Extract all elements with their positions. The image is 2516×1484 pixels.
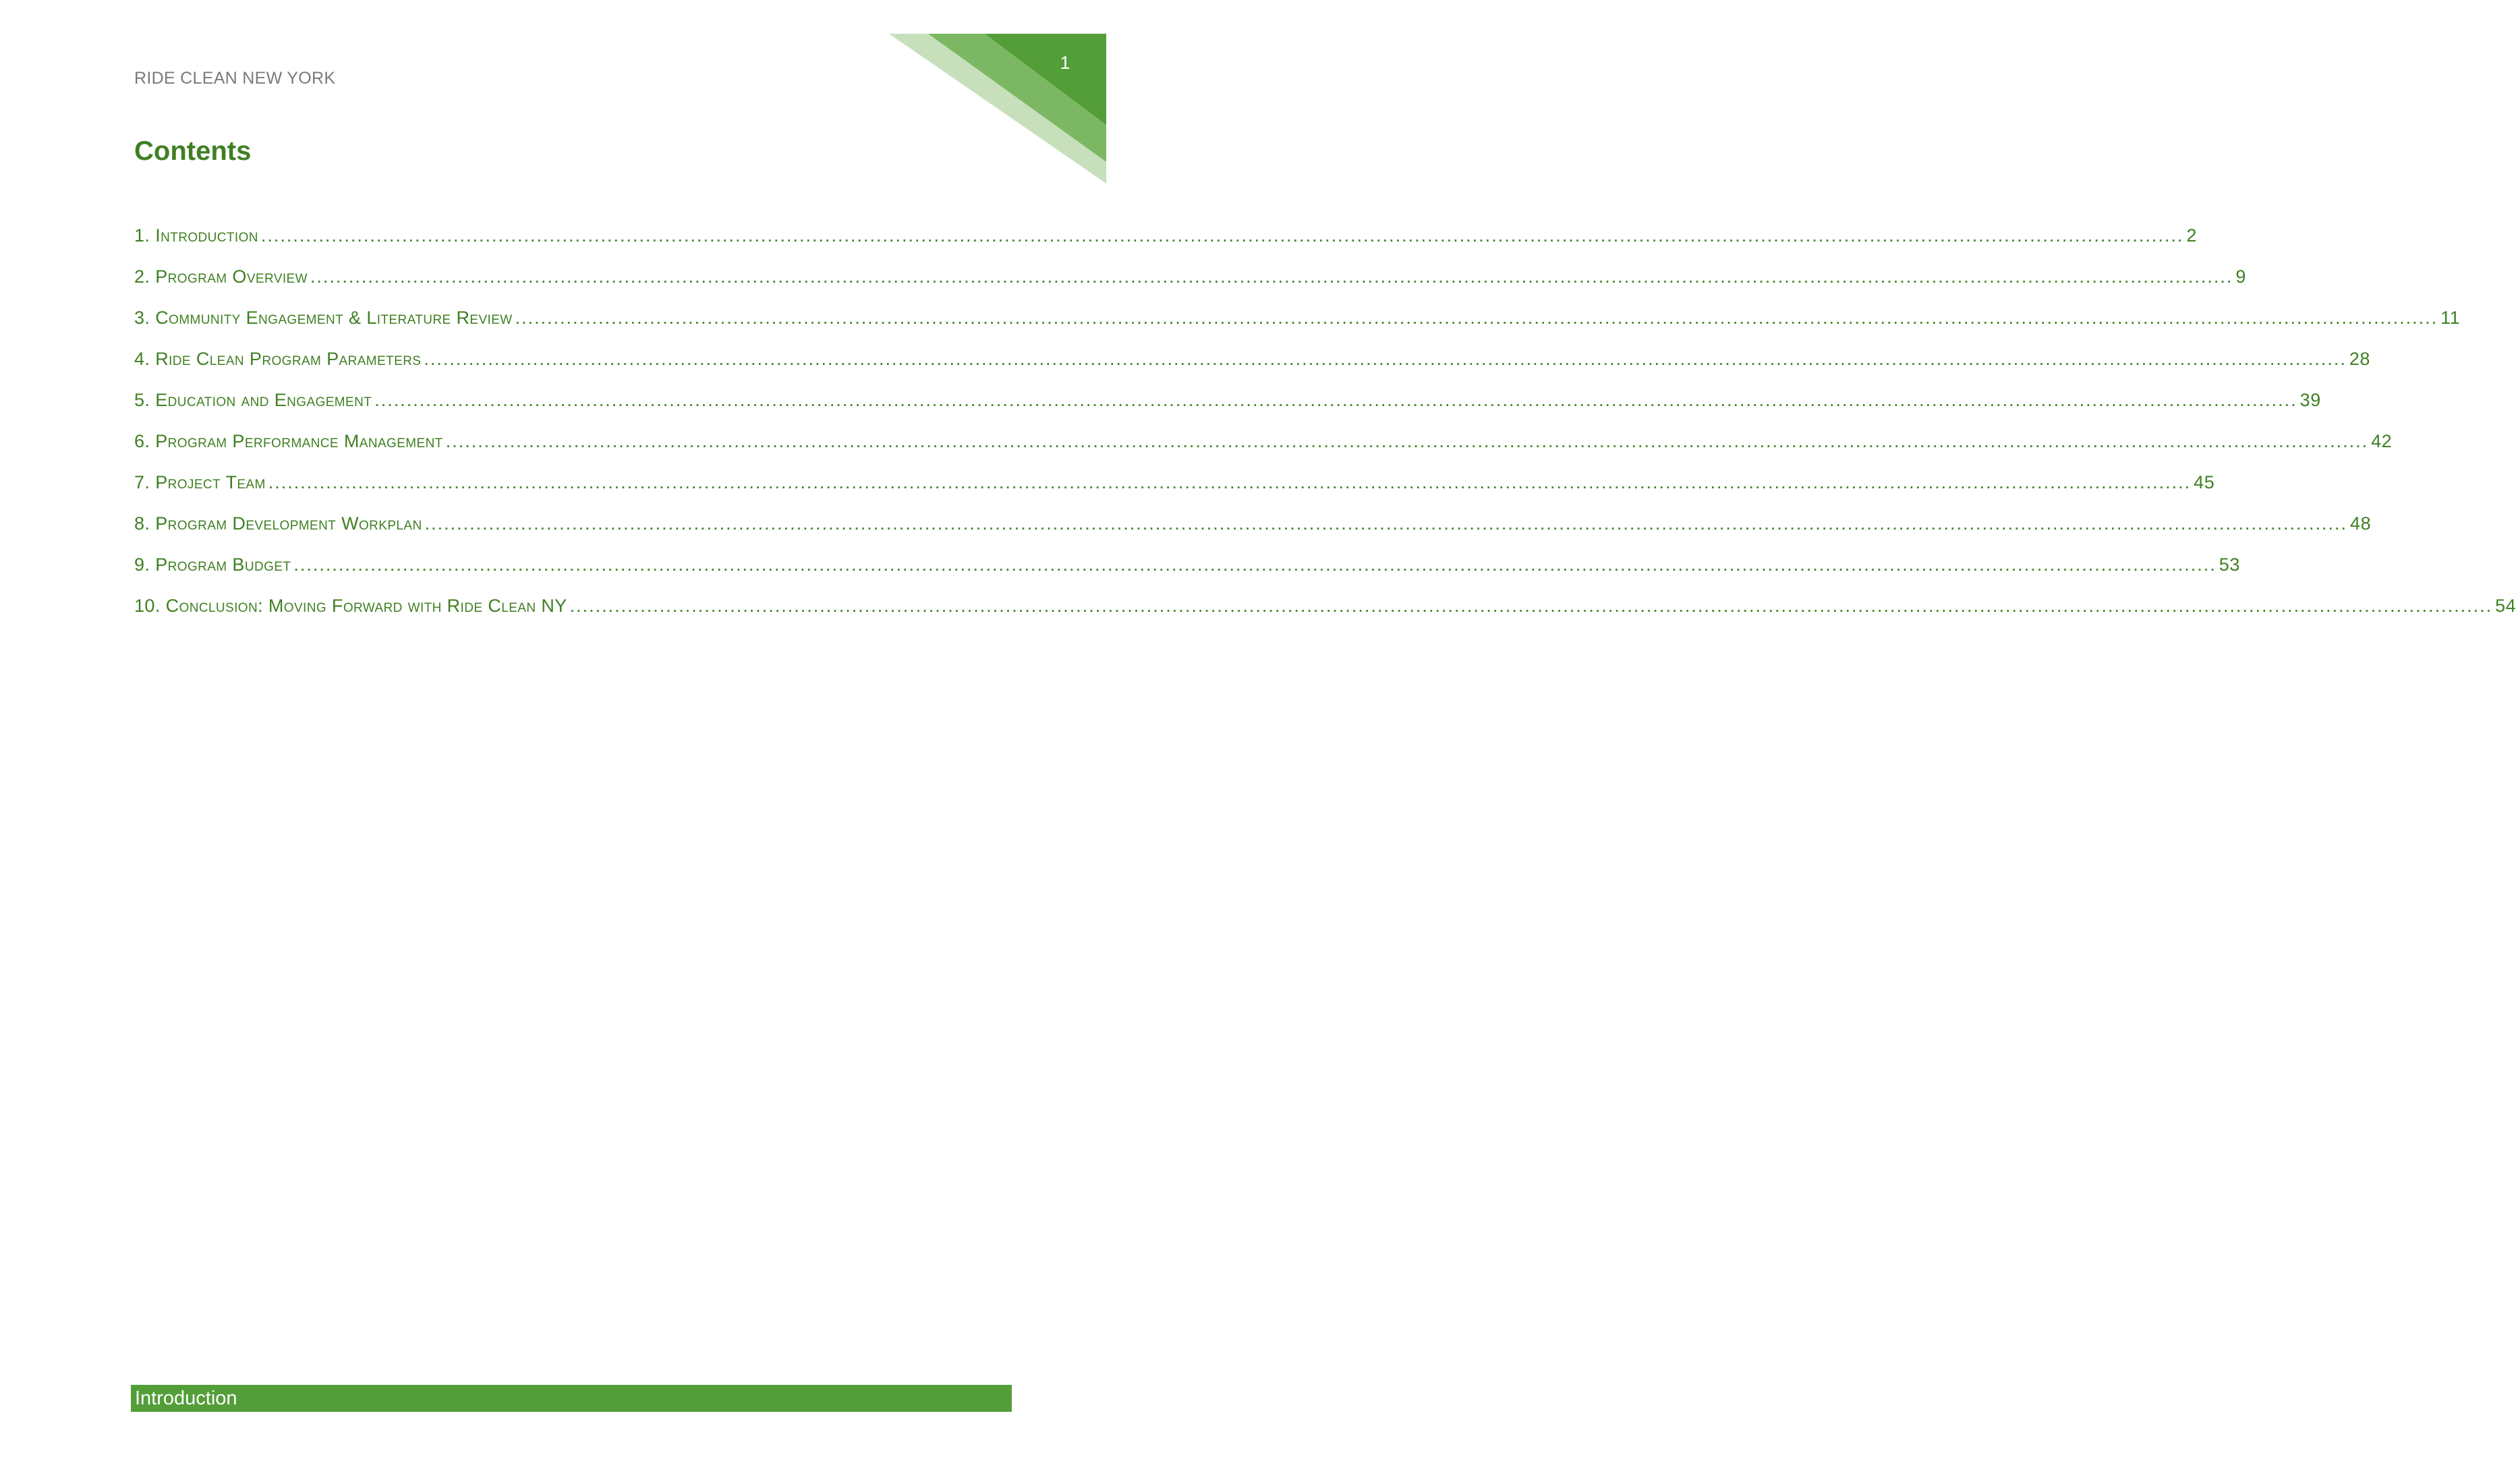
toc-entry-page: 42 <box>2371 431 2393 451</box>
toc-entry[interactable] <box>134 508 2372 549</box>
toc-entry-page: 9 <box>2235 266 2246 287</box>
toc-leader: ............................................................................................................................................................................................................................................................................................................ <box>445 431 2369 451</box>
running-header: RIDE CLEAN NEW YORK <box>134 69 336 88</box>
contents-heading: Contents <box>134 136 252 166</box>
toc-entry-label: 2. Program Overview <box>134 266 308 287</box>
toc-entry-label: 5. Education and Engagement <box>134 390 372 410</box>
toc-entry-page: 48 <box>2350 513 2372 534</box>
table-of-contents <box>134 220 2516 631</box>
toc-entry-page: 45 <box>2194 472 2215 492</box>
toc-leader: ............................................................................................................................................................................................................................................................................................................ <box>268 472 2192 492</box>
toc-entry-page: 54 <box>2495 596 2516 616</box>
toc-entry-page: 39 <box>2299 390 2321 410</box>
toc-entry[interactable] <box>134 426 2393 467</box>
toc-leader: ............................................................................................................................................................................................................................................................................................................ <box>293 554 2217 575</box>
toc-entry[interactable] <box>134 343 2370 384</box>
toc-entry-label: 6. Program Performance Management <box>134 431 443 451</box>
toc-entry[interactable] <box>134 384 2321 426</box>
toc-entry-label: 1. Introduction <box>134 225 258 246</box>
toc-leader: ............................................................................................................................................................................................................................................................................................................ <box>515 308 2438 328</box>
toc-entry-page: 28 <box>2349 349 2370 369</box>
toc-entry-label: 7. Project Team <box>134 472 266 492</box>
toc-entry[interactable] <box>134 590 2516 631</box>
toc-entry[interactable] <box>134 261 2246 302</box>
toc-entry-page: 53 <box>2219 554 2240 575</box>
toc-entry-label: 8. Program Development Workplan <box>134 513 422 534</box>
toc-entry-label: 10. Conclusion: Moving Forward with Ride Clean NY <box>134 596 567 616</box>
toc-entry-label: 9. Program Budget <box>134 554 291 575</box>
toc-entry[interactable] <box>134 302 2461 343</box>
footer-section-label: Introduction <box>135 1388 237 1409</box>
toc-leader: ............................................................................................................................................................................................................................................................................................................ <box>424 513 2348 534</box>
toc-entry-label: 3. Community Engagement & Literature Review <box>134 308 513 328</box>
toc-leader: ............................................................................................................................................................................................................................................................................................................ <box>374 390 2297 410</box>
toc-leader: ............................................................................................................................................................................................................................................................................................................ <box>260 225 2184 246</box>
toc-entry-label: 4. Ride Clean Program Parameters <box>134 349 422 369</box>
toc-entry[interactable] <box>134 549 2240 590</box>
toc-entry-page: 11 <box>2440 308 2461 328</box>
page-number: 1 <box>1060 53 1070 73</box>
footer-section-bar <box>131 1385 1012 1412</box>
toc-leader: ............................................................................................................................................................................................................................................................................................................ <box>424 349 2347 369</box>
toc-entry[interactable] <box>134 220 2197 261</box>
toc-entry[interactable] <box>134 467 2215 508</box>
toc-entry-page: 2 <box>2186 225 2197 246</box>
toc-leader: ............................................................................................................................................................................................................................................................................................................ <box>569 596 2493 616</box>
toc-leader: ............................................................................................................................................................................................................................................................................................................ <box>310 266 2233 287</box>
